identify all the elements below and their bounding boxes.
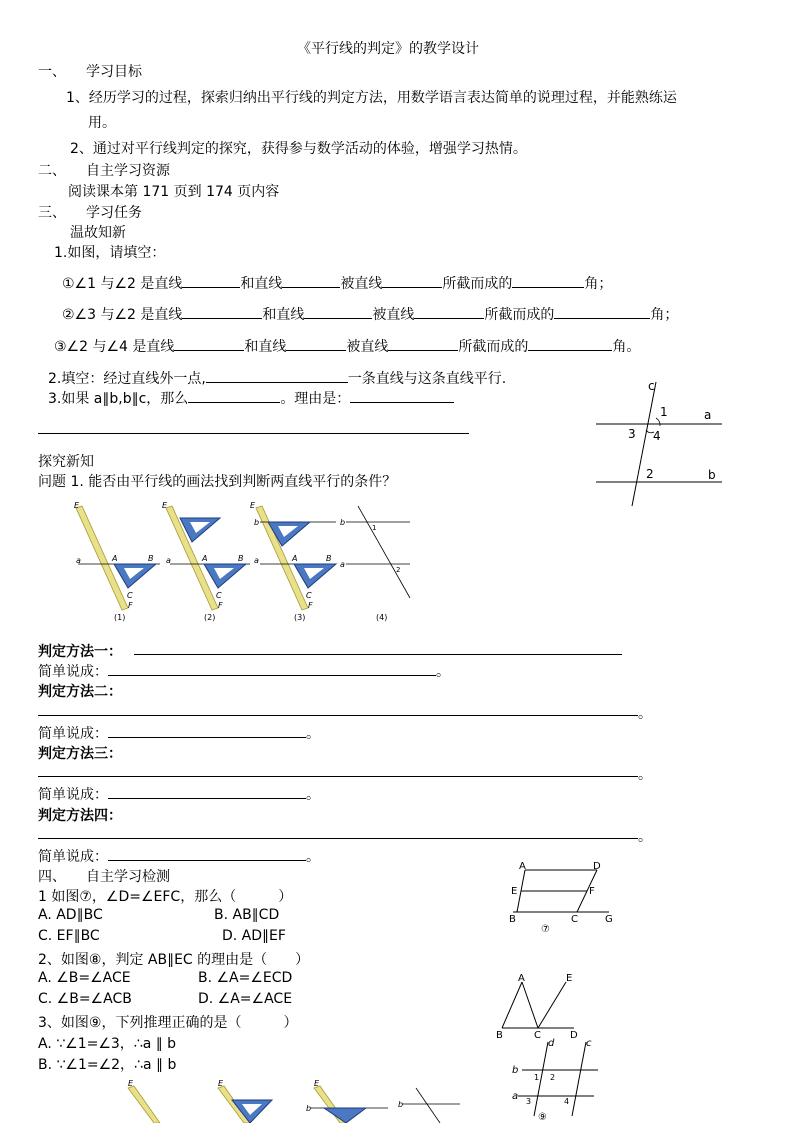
svg-text:B: B [238, 554, 244, 563]
section-3-title: 学习任务 [86, 205, 142, 221]
svg-text:4: 4 [564, 1097, 570, 1106]
method-4-brief: 简单说成： 。 [38, 846, 320, 866]
section-2-number: 二、 [38, 163, 66, 179]
label-2: 2 [646, 467, 654, 481]
svg-text:F: F [308, 601, 313, 610]
svg-text:F: F [218, 601, 223, 610]
test-1: 1 如图⑦，∠D=∠EFC，那么（ ） [38, 889, 293, 905]
label-3: 3 [628, 427, 636, 441]
svg-text:F: F [589, 886, 595, 897]
goal-1: 1、经历学习的过程，探索归纳出平行线的判定方法，用数学语言表达简单的说理过程，并能熟练运 [66, 90, 677, 106]
label-c: c [648, 379, 655, 393]
svg-text:A: A [518, 973, 525, 984]
section-4-number: 四、 [38, 869, 66, 885]
svg-text:c: c [586, 1038, 592, 1049]
test-2: 2、如图⑧，判定 AB∥EC 的理由是（ ） [38, 952, 310, 968]
svg-text:a: a [340, 560, 345, 569]
label-4: 4 [653, 429, 661, 443]
test-1-option-d: D. AD∥EF [222, 928, 286, 944]
test-3: 3、如图⑨，下列推理正确的是（ ） [38, 1015, 298, 1031]
svg-text:E: E [128, 1079, 134, 1088]
test-3-option-b: B. ∵∠1=∠2，∴a ∥ b [38, 1057, 177, 1073]
test-3-option-a: A. ∵∠1=∠3，∴a ∥ b [38, 1036, 177, 1052]
svg-text:b: b [340, 518, 346, 527]
section-4-title: 自主学习检测 [86, 869, 170, 885]
svg-text:b: b [398, 1100, 404, 1109]
method-1-label: 判定方法一： [38, 644, 122, 660]
goal-1-cont: 用。 [88, 115, 116, 131]
svg-text:G: G [605, 914, 613, 925]
svg-text:C: C [306, 591, 312, 600]
svg-text:⑨: ⑨ [538, 1112, 547, 1122]
svg-text:B: B [326, 554, 332, 563]
label-a: a [704, 408, 712, 422]
question-1: 1.如图，请填空： [54, 245, 166, 261]
svg-text:(3): (3) [294, 613, 306, 622]
test-2-option-a: A. ∠B=∠ACE [38, 970, 131, 986]
method-4-label: 判定方法四： [38, 808, 122, 824]
review-heading: 温故知新 [70, 225, 126, 241]
test-1-option-b: B. AB∥CD [214, 907, 280, 923]
test-1-option-a: A. AD∥BC [38, 907, 103, 923]
svg-text:E: E [250, 501, 256, 510]
section-1-title: 学习目标 [86, 64, 142, 80]
svg-text:a: a [512, 1091, 519, 1102]
svg-text:(1): (1) [114, 613, 126, 622]
question-3: 3.如果 a∥b,b∥c，那么 。理由是： [48, 388, 454, 408]
method-2-brief: 简单说成： 。 [38, 723, 320, 743]
svg-text:E: E [218, 1079, 224, 1088]
svg-text:2: 2 [396, 566, 401, 574]
svg-text:E: E [162, 501, 168, 510]
fill-row-1: ①∠1 与∠2 是直线 和直线 被直线 所截而成的 角； [62, 273, 612, 293]
method-3-brief: 简单说成： 。 [38, 784, 320, 804]
svg-text:C: C [534, 1030, 541, 1041]
figure-7 [505, 860, 625, 936]
test-2-option-b: B. ∠A=∠ECD [198, 970, 293, 986]
page-title: 《平行线的判定》的教学设计 [297, 41, 479, 57]
svg-text:E: E [314, 1079, 320, 1088]
svg-text:(2): (2) [204, 613, 216, 622]
label-1: 1 [660, 405, 668, 419]
svg-text:A: A [112, 554, 118, 563]
svg-text:a: a [166, 556, 171, 565]
section-3-number: 三、 [38, 205, 66, 221]
section-1-number: 一、 [38, 64, 66, 80]
svg-text:b: b [306, 1104, 312, 1113]
figure-8 [494, 972, 584, 1042]
svg-text:a: a [254, 556, 259, 565]
svg-text:A: A [519, 861, 526, 872]
svg-text:E: E [74, 501, 80, 510]
section-2-title: 自主学习资源 [86, 163, 170, 179]
svg-text:B: B [496, 1030, 503, 1041]
svg-text:D: D [570, 1030, 578, 1041]
svg-text:d: d [548, 1038, 555, 1049]
svg-text:F: F [128, 601, 133, 610]
figure-9 [508, 1036, 604, 1122]
svg-text:A: A [292, 554, 298, 563]
figure-transversal [590, 370, 730, 510]
svg-text:(4): (4) [376, 613, 388, 622]
svg-text:A: A [202, 554, 208, 563]
svg-text:1: 1 [534, 1073, 540, 1082]
test-2-option-c: C. ∠B=∠ACB [38, 991, 132, 1007]
reading-text: 阅读课本第 171 页到 174 页内容 [68, 184, 280, 200]
svg-text:3: 3 [526, 1097, 532, 1106]
question-2: 2.填空：经过直线外一点, 一条直线与这条直线平行. [48, 368, 506, 388]
fill-row-3: ③∠2 与∠4 是直线 和直线 被直线 所截而成的 角。 [54, 336, 640, 356]
figure-ruler-triangles [70, 498, 420, 626]
figure-ruler-triangles-repeat [120, 1078, 460, 1123]
fill-row-2: ②∠3 与∠2 是直线 和直线 被直线 所截而成的 角； [62, 304, 678, 324]
method-1-brief: 简单说成： 。 [38, 661, 450, 681]
svg-text:⑦: ⑦ [541, 924, 550, 935]
method-3-label: 判定方法三： [38, 746, 122, 762]
label-b: b [708, 468, 716, 482]
svg-text:D: D [593, 861, 601, 872]
svg-text:B: B [148, 554, 154, 563]
explore-heading: 探究新知 [38, 454, 94, 470]
svg-text:1: 1 [372, 524, 377, 532]
svg-text:C: C [571, 914, 578, 925]
svg-text:E: E [566, 973, 573, 984]
svg-text:a: a [76, 556, 81, 565]
svg-text:C: C [127, 591, 133, 600]
problem-1: 问题 1. 能否由平行线的画法找到判断两直线平行的条件？ [38, 474, 397, 490]
svg-text:2: 2 [550, 1073, 556, 1082]
goal-2: 2、通过对平行线判定的探究，获得参与数学活动的体验，增强学习热情。 [70, 141, 527, 157]
svg-text:b: b [254, 518, 260, 527]
method-2-label: 判定方法二： [38, 684, 122, 700]
svg-text:E: E [511, 886, 518, 897]
test-2-option-d: D. ∠A=∠ACE [198, 991, 293, 1007]
svg-text:B: B [509, 914, 516, 925]
test-1-option-c: C. EF∥BC [38, 928, 100, 944]
svg-text:C: C [216, 591, 222, 600]
svg-text:b: b [512, 1065, 519, 1076]
answer-line [38, 433, 469, 434]
